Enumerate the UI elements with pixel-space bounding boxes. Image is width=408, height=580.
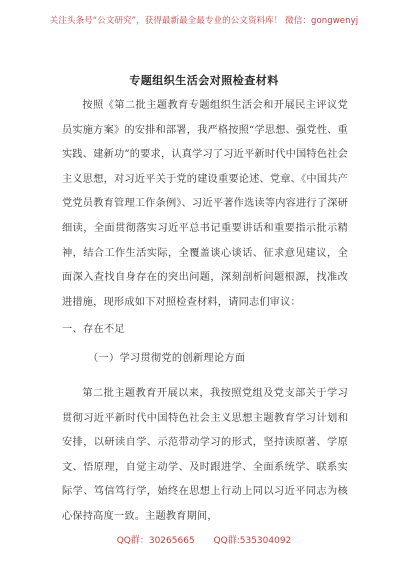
subsection-heading: （一）学习贯彻党的创新理论方面 xyxy=(88,353,246,364)
footer xyxy=(0,533,408,546)
section-heading: 一、存在不足 xyxy=(62,324,125,335)
body-paragraph: 第二批主题教育开展以来，我按照党组及党支部关于学习贯彻习近平新时代中国特色社会主义思想主题教育学习计划和安排，以研读自学、示范带动学习的形式，坚持读原著、学原文、悟原理，自觉主动学、及时跟进学、全面系统学、联系实际学、笃信笃行学，始终在思想上行动上同以习近平同志为核心保持高度一致。主题教育期间， xyxy=(62,388,348,522)
intro-paragraph: 按照《第二批主题教育专题组织生活会和开展民主评议党员实施方案》的安排和部署，我严格按照“学思想、强党性、重实践、建新功”的要求，认真学习了习近平新时代中国特色社会主义思想，对习近平关于党的建设重要论述、党章、《中国共产党党员教育管理工作条例》、习近平著作选读等内容进行了深研细读，全面贯彻落实习近平总书记重要讲话和重要指示批示精神，结合工作生活实际，全覆盖谈心谈话、征求意见建议，全面深入查找自身存在的突出问题，深刻剖析问题根源，找准改进措施，现形成如下对照检查材料，请同志们审议： xyxy=(62,100,348,308)
footer-qq-group-1: QQ群：30265665 xyxy=(116,536,195,546)
footer-qq-group-2: QQ群:535304092 xyxy=(213,536,292,546)
document-title: 专题组织生活会对照检查材料 xyxy=(129,74,279,87)
header-banner: 关注头条号“公文研究”，获得最新最全最专业的公文资料库！ 微信：gongwenyj xyxy=(49,16,359,26)
